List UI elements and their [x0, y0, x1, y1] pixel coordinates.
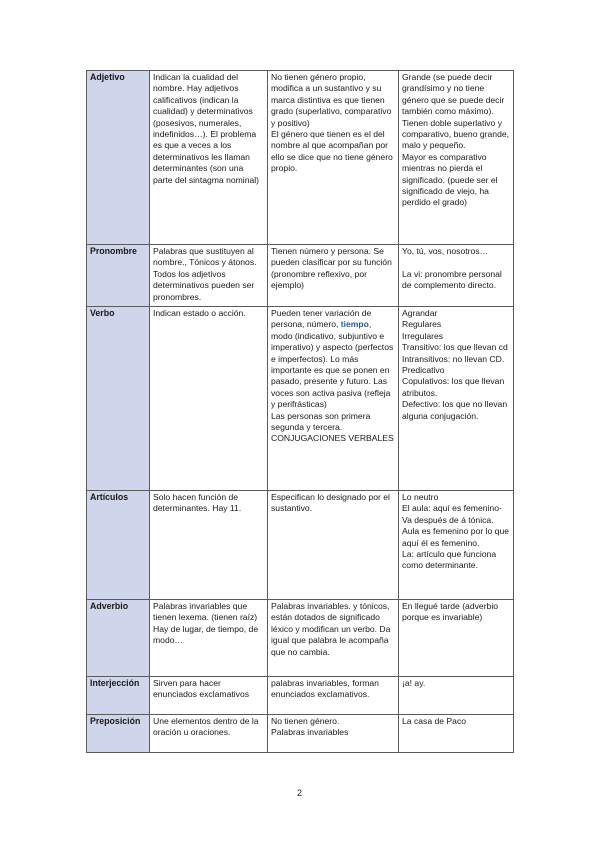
features-text-start: Pueden tener variación de persona, número,	[271, 308, 372, 330]
table-row	[87, 245, 514, 307]
table-row	[87, 600, 514, 677]
category-cell: Adjetivo	[87, 71, 150, 245]
features-cell: No tienen género. Palabras invariables	[268, 715, 399, 753]
definition-cell: Sirven para hacer enunciados exclamativos	[150, 677, 268, 715]
definition-cell: Solo hacen función de determinantes. Hay 11.	[150, 491, 268, 600]
features-cell: Tienen número y persona. Se pueden clasificar por su función (pronombre reflexivo, por ejemplo)	[268, 245, 399, 307]
examples-cell: Lo neutro El aula: aquí es femenino-Va después de á tónica. Aula es femenino por lo que aquí él es femenino. La: artículo que funciona como determinante.	[399, 491, 514, 600]
highlighted-word: tiempo	[340, 319, 369, 330]
grammar-table	[86, 70, 514, 753]
examples-cell: Grande (se puede decir grandísimo y no tiene género que se puede decir también como máximo). Tienen doble superlativo y comparativo, bueno grande, malo y pequeño. Mayor es comparativo mientras no pierda el significado. (puede ser el significado de viejo, ha perdido el grado)	[399, 71, 514, 245]
page-number: 2	[296, 788, 302, 798]
examples-cell: Yo, tú, vos, nosotros… La vi: pronombre personal de complemento directo.	[399, 245, 514, 307]
features-text-end: , modo (indicativo, subjuntivo e imperativo) y aspecto (perfectos e imperfectos). Lo más importante es que se ponen en pasado, presente y futuro. Las voces son activa pasiva (refleja y perifrásticas) Las personas son primera segunda y tercera. CONJUGACIONES VERBALES	[271, 319, 394, 444]
category-cell: Preposición	[87, 715, 150, 753]
category-cell: Interjección	[87, 677, 150, 715]
features-cell: Palabras invariables. y tónicos, están dotados de significado léxico y modifican un verbo. Da igual que palabra le acompaña que no cambia.	[268, 600, 399, 677]
features-cell: palabras invariables, forman enunciados exclamativos.	[268, 677, 399, 715]
examples-cell: Agrandar Regulares Irregulares Transitivo: los que llevan cd Intransitivos: no llevan CD. Predicativo Copulativos: los que llevan atributos. Defectivo: los que no llevan alguna conjugación.	[399, 307, 514, 491]
table-row	[87, 307, 514, 491]
features-cell: Especifican lo designado por el sustantivo.	[268, 491, 399, 600]
definition-cell: Indican estado o acción.	[150, 307, 268, 491]
definition-cell: Palabras invariables que tienen lexema. (tienen raíz) Hay de lugar, de tiempo, de modo…	[150, 600, 268, 677]
features-cell: No tienen género propio, modifica a un sustantivo y su marca distintiva es que tienen grado (superlativo, comparativo y positivo) El género que tienen es el del nombre al que acompañan por ello se dice que no tiene género propio.	[268, 71, 399, 245]
definition-cell: Indican la cualidad del nombre. Hay adjetivos calificativos (indican la cualidad) y determinativos (posesivos, numerales, indefinidos…). El problema es que a veces a los determinativos les llaman determinantes (son una parte del sintagma nominal)	[150, 71, 268, 245]
table-row	[87, 715, 514, 753]
examples-cell: En llegué tarde (adverbio porque es invariable)	[399, 600, 514, 677]
table-row	[87, 491, 514, 600]
category-cell: Artículos	[87, 491, 150, 600]
table-row	[87, 677, 514, 715]
features-cell	[268, 307, 399, 491]
category-cell: Pronombre	[87, 245, 150, 307]
examples-cell: ¡a! ay.	[399, 677, 514, 715]
definition-cell: Palabras que sustituyen al nombre., Tónicos y átonos. Todos los adjetivos determinativos pueden ser pronombres.	[150, 245, 268, 307]
definition-cell: Une elementos dentro de la oración u oraciones.	[150, 715, 268, 753]
category-cell: Adverbio	[87, 600, 150, 677]
table-row	[87, 71, 514, 245]
category-cell: Verbo	[87, 307, 150, 491]
examples-cell: La casa de Paco	[399, 715, 514, 753]
